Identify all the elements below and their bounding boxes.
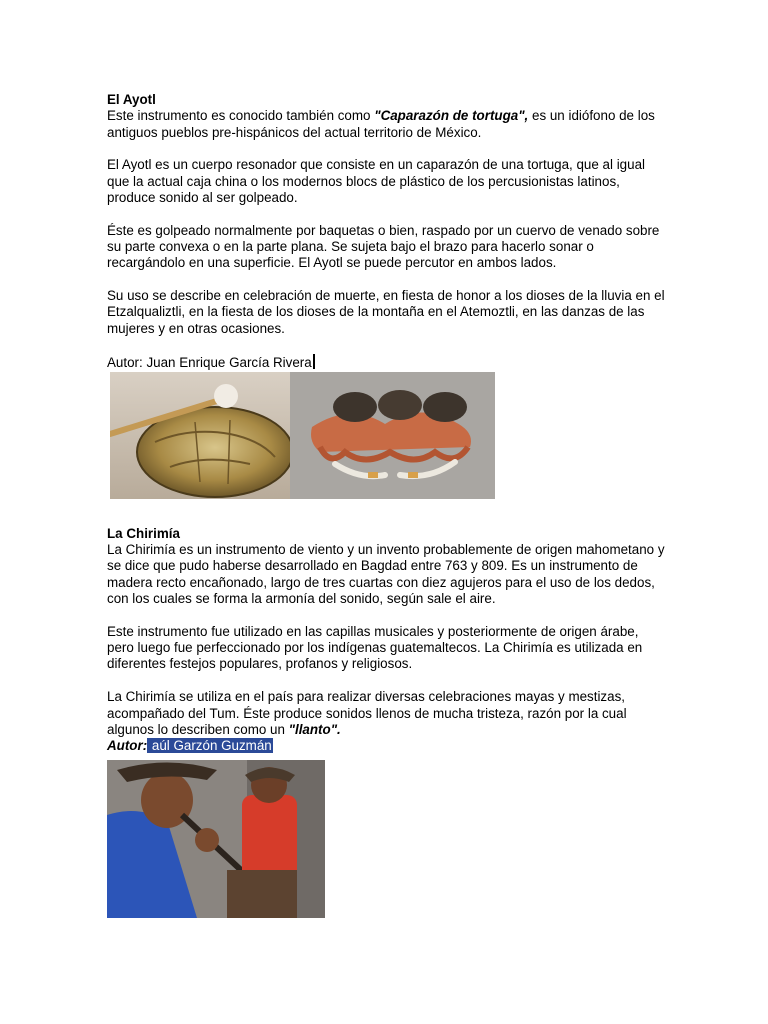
chirimia-p1: La Chirimía es un instrumento de viento y un invento probablemente de origen mahometano y se dice que pudo haberse desarrollado en Bagdad entre 763 y 809. Es un instrumento de madera recto encañonado, largo de tres cuartas con diez agujeros para el uso de los dedos, con los cuales se forma la armonía del sonido, según sale el aire.: [107, 542, 665, 607]
chirimia-author-label: Autor:: [107, 738, 148, 754]
chirimia-player-photo: [107, 760, 325, 918]
chirimia-author-selected[interactable]: aúl Garzón Guzmán: [148, 738, 272, 754]
chirimia-intro: [107, 526, 667, 607]
chirimia-p3-text: La Chirimía se utiliza en el país para realizar diversas celebraciones mayas y mestizas, acompañado del Tum. Éste produce sonidos llenos de mucha tristeza, razón por la cual algunos lo describen como un: [107, 689, 627, 737]
ayotl-paragraph-3: Éste es golpeado normalmente por baquetas o bien, raspado por un cuervo de venado sobre su parte convexa o en la parte plana. Se sujeta bajo el brazo para hacerlo sonar o recargándolo en una superficie. El Ayotl se puede percutor en ambos lados.: [107, 222, 660, 271]
ayotl-p1-post: es un idiófono de los antiguos pueblos pre-hispánicos del actual territorio de México.: [107, 108, 655, 140]
chirimia-p3-emphasis: "llanto".: [288, 721, 341, 737]
ayotl-image-row: [110, 372, 495, 499]
turtle-shell-photo: [110, 372, 290, 499]
ayotl-paragraph-4: Su uso se describe en celebración de muerte, en fiesta de honor a los dioses de la lluvia en el Etzalqualiztli, en la fiesta de los dioses de la montaña en el Atemoztli, en las danzas de las mujeres y en otras ocasiones.: [107, 288, 665, 336]
ayotl-author-line[interactable]: [107, 354, 667, 371]
ayotl-title: El Ayotl: [107, 92, 156, 107]
ayotl-author: Autor: Juan Enrique García Rivera: [107, 354, 312, 370]
chirimia-paragraph-2: Este instrumento fue utilizado en las capillas musicales y posteriormente de origen árabe, pero luego fue perfeccionado por los indígenas guatemaltecos. La Chirimía es utilizada en diferentes festejos populares, profanos y religiosos.: [107, 623, 643, 672]
ayotl-p1-pre: Este instrumento es conocido también como: [107, 108, 375, 124]
ayotl-paragraph-2: El Ayotl es un cuerpo resonador que consiste en un caparazón de una tortuga, que al igual que la actual caja china o los modernos blocs de plástico de los percusionistas latinos, produce sonido al ser golpeado.: [107, 157, 645, 205]
ayotl-intro: [107, 92, 667, 141]
turtle-drum-set-photo: [290, 372, 495, 499]
ayotl-p1-emphasis: "Caparazón de tortuga",: [374, 108, 529, 124]
text-cursor: [313, 354, 315, 369]
chirimia-paragraph-3: [107, 689, 667, 754]
chirimia-title: La Chirimía: [107, 525, 180, 541]
